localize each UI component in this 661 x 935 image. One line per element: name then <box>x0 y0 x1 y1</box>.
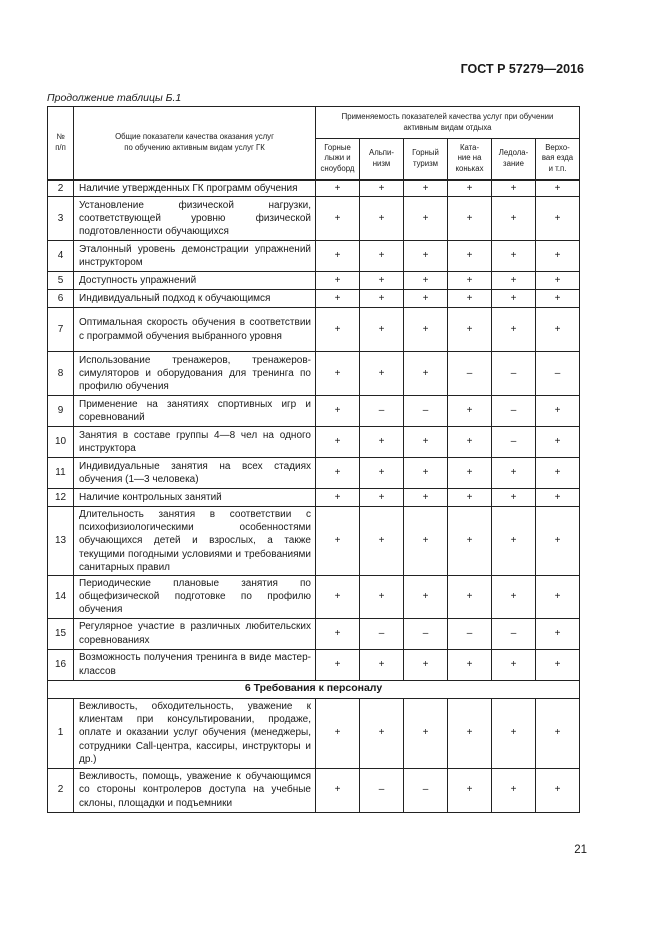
applicability-mark: + <box>536 290 580 308</box>
section-title: 6 Требования к персоналу <box>48 680 580 698</box>
applicability-mark: + <box>448 290 492 308</box>
applicability-mark: + <box>360 427 404 458</box>
applicability-mark: + <box>404 458 448 489</box>
row-number: 4 <box>48 241 74 272</box>
applicability-mark: + <box>360 649 404 680</box>
column-header-activity: Ката- ние на коньках <box>448 139 492 180</box>
applicability-mark: + <box>448 698 492 768</box>
applicability-mark: + <box>492 180 536 197</box>
applicability-mark: + <box>360 308 404 352</box>
applicability-mark: – <box>492 396 536 427</box>
applicability-mark: + <box>492 507 536 576</box>
applicability-mark: + <box>536 396 580 427</box>
column-header-activity: Горные лыжи и сноуборд <box>316 139 360 180</box>
table-row <box>48 507 580 576</box>
column-header-activity: Альпи- низм <box>360 139 404 180</box>
applicability-mark: + <box>448 180 492 197</box>
indicator-text: Оптимальная скорость обучения в соответствии с программой обучения выбранного уровня <box>74 308 316 352</box>
applicability-mark: + <box>448 427 492 458</box>
table-row <box>48 649 580 680</box>
column-header-number-text: № п/п <box>55 132 66 152</box>
applicability-mark: + <box>536 427 580 458</box>
table-row <box>48 698 580 768</box>
applicability-mark: + <box>316 618 360 649</box>
applicability-mark: + <box>316 290 360 308</box>
applicability-mark: + <box>492 290 536 308</box>
indicator-text: Применение на занятиях спортивных игр и соревнований <box>74 396 316 427</box>
row-number: 2 <box>48 180 74 197</box>
row-number: 10 <box>48 427 74 458</box>
applicability-mark: + <box>536 698 580 768</box>
applicability-mark: + <box>316 180 360 197</box>
applicability-mark: + <box>316 272 360 290</box>
applicability-mark: + <box>404 197 448 241</box>
applicability-mark: + <box>360 458 404 489</box>
applicability-mark: + <box>404 290 448 308</box>
applicability-mark: – <box>448 618 492 649</box>
applicability-mark: + <box>536 272 580 290</box>
applicability-mark: + <box>360 489 404 507</box>
applicability-mark: – <box>404 396 448 427</box>
applicability-mark: + <box>316 768 360 812</box>
indicator-text: Эталонный уровень демонстрации упражнений инструктором <box>74 241 316 272</box>
applicability-mark: + <box>492 576 536 619</box>
applicability-mark: + <box>448 576 492 619</box>
applicability-mark: + <box>404 241 448 272</box>
column-header-activity: Горный туризм <box>404 139 448 180</box>
applicability-mark: + <box>536 649 580 680</box>
indicator-text: Периодические плановые занятия по общефизической подготовке по профилю обучения <box>74 576 316 619</box>
section-row <box>48 680 580 698</box>
applicability-mark: – <box>404 618 448 649</box>
applicability-mark: – <box>492 427 536 458</box>
applicability-mark: – <box>536 352 580 396</box>
row-number: 5 <box>48 272 74 290</box>
row-number: 11 <box>48 458 74 489</box>
table-row <box>48 576 580 619</box>
table-row <box>48 489 580 507</box>
table-row <box>48 290 580 308</box>
table-row <box>48 618 580 649</box>
table-caption: Продолжение таблицы Б.1 <box>47 92 182 104</box>
applicability-mark: + <box>404 427 448 458</box>
row-number: 16 <box>48 649 74 680</box>
row-number: 6 <box>48 290 74 308</box>
applicability-mark: + <box>448 507 492 576</box>
applicability-mark: + <box>316 241 360 272</box>
applicability-mark: + <box>536 180 580 197</box>
applicability-mark: + <box>536 576 580 619</box>
applicability-mark: + <box>316 427 360 458</box>
applicability-mark: + <box>448 768 492 812</box>
column-header-activity: Ледола- зание <box>492 139 536 180</box>
indicator-text: Вежливость, обходительность, уважение к клиентам при консультировании, продаже, оплате и оказании услуг обучения (менеджеры, сотрудники Call-центра, кассиры, инструкторы и др.) <box>74 698 316 768</box>
applicability-mark: – <box>404 768 448 812</box>
row-number: 3 <box>48 197 74 241</box>
applicability-mark: + <box>448 197 492 241</box>
applicability-mark: + <box>536 241 580 272</box>
table-row <box>48 197 580 241</box>
applicability-mark: + <box>492 489 536 507</box>
quality-indicators-table <box>47 106 580 813</box>
applicability-mark: + <box>404 507 448 576</box>
row-number: 7 <box>48 308 74 352</box>
applicability-mark: + <box>360 698 404 768</box>
applicability-mark: + <box>492 649 536 680</box>
applicability-mark: + <box>536 768 580 812</box>
applicability-mark: + <box>360 272 404 290</box>
applicability-mark: + <box>536 618 580 649</box>
applicability-mark: + <box>404 489 448 507</box>
applicability-mark: – <box>492 352 536 396</box>
applicability-mark: – <box>360 396 404 427</box>
indicator-text: Доступность упражнений <box>74 272 316 290</box>
table-row <box>48 458 580 489</box>
applicability-mark: + <box>536 489 580 507</box>
applicability-mark: + <box>316 396 360 427</box>
document-code: ГОСТ Р 57279—2016 <box>460 62 584 76</box>
table-row <box>48 352 580 396</box>
indicator-text: Наличие утвержденных ГК программ обучения <box>74 180 316 197</box>
table-row <box>48 427 580 458</box>
applicability-mark: + <box>536 458 580 489</box>
applicability-mark: + <box>316 507 360 576</box>
indicator-text: Длительность занятия в соответствии с психофизиологическими особенностями обучающихся детей и взрослых, а также текущими погодными условиями и требованиями санитарных правил <box>74 507 316 576</box>
applicability-mark: + <box>404 272 448 290</box>
applicability-mark: + <box>404 698 448 768</box>
applicability-mark: + <box>316 489 360 507</box>
applicability-mark: + <box>492 698 536 768</box>
row-number: 2 <box>48 768 74 812</box>
applicability-mark: + <box>492 241 536 272</box>
applicability-mark: + <box>316 352 360 396</box>
applicability-mark: + <box>360 507 404 576</box>
applicability-mark: + <box>448 649 492 680</box>
applicability-mark: + <box>448 489 492 507</box>
row-number: 15 <box>48 618 74 649</box>
indicator-text: Возможность получения тренинга в виде мастер-классов <box>74 649 316 680</box>
applicability-mark: + <box>492 197 536 241</box>
applicability-mark: + <box>316 458 360 489</box>
group-header-applicability <box>316 107 580 139</box>
applicability-mark: – <box>448 352 492 396</box>
row-number: 14 <box>48 576 74 619</box>
applicability-mark: + <box>536 308 580 352</box>
applicability-mark: + <box>536 507 580 576</box>
column-header-general-text: Общие показатели качества оказания услуг по обучению активным видам услуг ГК <box>115 132 274 152</box>
applicability-mark: + <box>404 308 448 352</box>
row-number: 12 <box>48 489 74 507</box>
indicator-text: Установление физической нагрузки, соответствующей уровню физической подготовленности обучающихся <box>74 197 316 241</box>
applicability-mark: + <box>360 576 404 619</box>
applicability-mark: + <box>492 308 536 352</box>
applicability-mark: + <box>404 576 448 619</box>
row-number: 1 <box>48 698 74 768</box>
group-header-text: Применяемость показателей качества услуг при обучении активным видам отдыха <box>341 111 554 132</box>
applicability-mark: + <box>316 576 360 619</box>
table-row <box>48 768 580 812</box>
applicability-mark: + <box>448 241 492 272</box>
applicability-mark: + <box>360 241 404 272</box>
applicability-mark: + <box>360 290 404 308</box>
applicability-mark: + <box>316 197 360 241</box>
applicability-mark: + <box>448 458 492 489</box>
applicability-mark: + <box>492 272 536 290</box>
applicability-mark: + <box>316 308 360 352</box>
applicability-mark: + <box>492 768 536 812</box>
column-header-activity: Верхо- вая езда и т.п. <box>536 139 580 180</box>
applicability-mark: + <box>492 458 536 489</box>
applicability-mark: – <box>492 618 536 649</box>
column-header-general-indicators <box>74 107 316 180</box>
applicability-mark: + <box>404 649 448 680</box>
applicability-mark: + <box>360 197 404 241</box>
table-row <box>48 180 580 197</box>
applicability-mark: + <box>536 197 580 241</box>
applicability-mark: + <box>360 180 404 197</box>
table-row <box>48 308 580 352</box>
applicability-mark: – <box>360 618 404 649</box>
table-row <box>48 272 580 290</box>
row-number: 13 <box>48 507 74 576</box>
indicator-text: Использование тренажеров, тренажеров-симуляторов и оборудования для тренинга по профилю обучения <box>74 352 316 396</box>
indicator-text: Наличие контрольных занятий <box>74 489 316 507</box>
table-row <box>48 241 580 272</box>
indicator-text: Занятия в составе группы 4—8 чел на одного инструктора <box>74 427 316 458</box>
indicator-text: Регулярное участие в различных любительских соревнованиях <box>74 618 316 649</box>
applicability-mark: + <box>448 272 492 290</box>
applicability-mark: + <box>316 698 360 768</box>
column-header-number <box>48 107 74 180</box>
applicability-mark: – <box>360 768 404 812</box>
applicability-mark: + <box>404 352 448 396</box>
row-number: 8 <box>48 352 74 396</box>
applicability-mark: + <box>448 396 492 427</box>
page-number: 21 <box>574 844 587 856</box>
table-row <box>48 396 580 427</box>
indicator-text: Индивидуальный подход к обучающимся <box>74 290 316 308</box>
applicability-mark: + <box>404 180 448 197</box>
indicator-text: Вежливость, помощь, уважение к обучающимся со стороны контролеров доступа на учебные склоны, площадки и подъемники <box>74 768 316 812</box>
applicability-mark: + <box>360 352 404 396</box>
indicator-text: Индивидуальные занятия на всех стадиях обучения (1—3 человека) <box>74 458 316 489</box>
row-number: 9 <box>48 396 74 427</box>
applicability-mark: + <box>316 649 360 680</box>
applicability-mark: + <box>448 308 492 352</box>
